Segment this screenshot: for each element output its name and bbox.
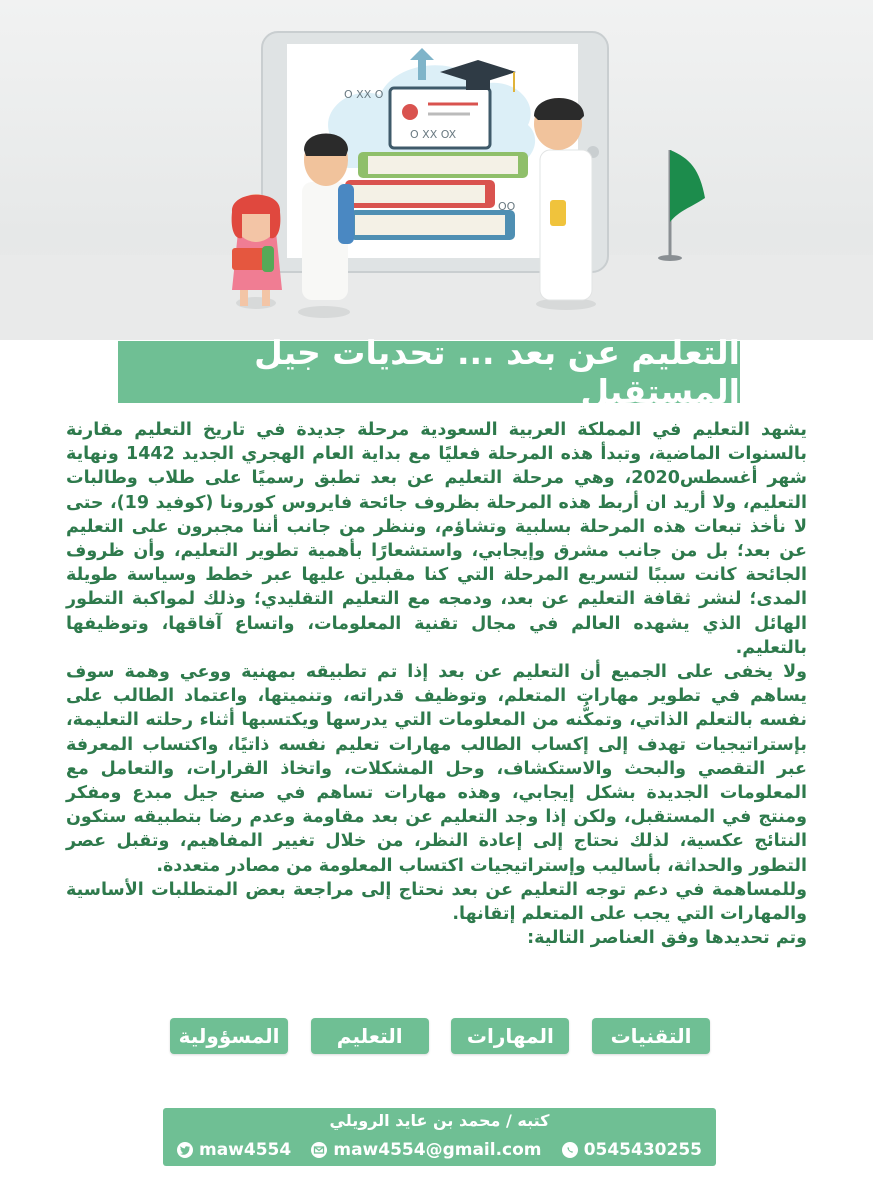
screen-glyphs-small: OO <box>498 200 516 213</box>
article-body <box>66 418 807 950</box>
twitter-contact[interactable] <box>177 1140 291 1160</box>
tag-education: التعليم <box>311 1018 429 1054</box>
paragraph: وتم تحديدها وفق العناصر التالية: <box>527 928 807 949</box>
author-credit: كتبه / محمد بن عايد الرويلي <box>329 1111 550 1130</box>
paragraph: يشهد التعليم في المملكة العربية السعودية مرحلة جديدة في تاريخ التعليم مقارنة بالسنوات الماضية، وتبدأ هذه المرحلة فعليًا مع بداية العام الهجري الجديد 1442 ونهاية شهر أغسطس2020، وهي مرحلة التعليم عن بعد تطبق رسميًا على طلاب وطالبات التعليم، ولا أريد ان أربط هذه المرحلة بظروف جائحة فايروس كورونا (كوفيد 19)، حتى لا نأخذ تبعات هذه المرحلة بسلبية وتشاؤم، وننظر من جانب أننا مجبرون على التعليم عن بعد؛ بل من جانب مشرق وإيجابي، واستشعارًا بأهمية تطوير التعليم، وأن ظروف الجائحة كانت سببًا لتسريع المرحلة التي كنا مقبلين عليها عبر خطط وسياسة طويلة المدى؛ لنشر ثقافة التعليم عن بعد، ودمجه مع التعليم التقليدي؛ وذلك لمواكبة التطور الهائل الذي يشهده العالم في مجال تقنية المعلومات، واتساع آفاقها، وتوظيفها بالتعليم. <box>66 420 807 658</box>
topic-tags <box>170 1018 710 1054</box>
email-icon <box>311 1142 327 1158</box>
whatsapp-icon <box>562 1142 578 1158</box>
email-contact[interactable] <box>311 1140 541 1160</box>
tablet-classroom-illustration <box>0 0 873 340</box>
boy-figure-left <box>298 134 354 319</box>
page-title: التعليم عن بعد ... تحديات جيل المستقبل <box>254 333 740 411</box>
tag-technologies: التقنيات <box>592 1018 710 1054</box>
phone-contact[interactable] <box>562 1140 702 1160</box>
email-address: maw4554@gmail.com <box>333 1140 542 1160</box>
contact-row <box>177 1138 702 1162</box>
tag-responsibility: المسؤولية <box>170 1018 288 1054</box>
tag-skills: المهارات <box>451 1018 569 1054</box>
paragraph: وللمساهمة في دعم توجه التعليم عن بعد نحتاج إلى مراجعة بعض المتطلبات الأساسية والمهارات التي يجب على المتعلم إتقانها. <box>66 879 807 925</box>
twitter-handle: maw4554 <box>199 1140 292 1160</box>
twitter-icon <box>177 1142 193 1158</box>
author-footer <box>163 1108 716 1166</box>
phone-number: 0545430255 <box>583 1140 702 1160</box>
hero-illustration <box>0 0 873 340</box>
screen-glyphs-mid: O XX OX <box>410 128 457 141</box>
paragraph: ولا يخفى على الجميع أن التعليم عن بعد إذا تم تطبيقه بمهنية ووعي وهمة سوف يساهم في تطوير مهارات المتعلم، وتوظيف قدراته، وتنميتها، واعتماد الطالب على نفسه بالتعلم الذاتي، وتمكُّنه من المعلومات التي يدرسها ويكتسبها أثناء رحلته التعليمة، بإستراتيجيات تهدف إلى إكساب الطالب مهارات تعليم نفسه ذاتيًا، واكتساب المعرفة عبر التقصي والبحث والاستكشاف، وحل المشكلات، واتخاذ القرارات، والتعامل مع المعلومات الجديدة بشكل إيجابي، وهذه مهارات تساهم في صنع جيل مبدع ومفكر ومنتج في المستقبل، ولكن إذا وجد التعليم عن بعد مقاومة وعدم رضا بتطبيقه ستكون النتائج عكسية، لذلك نحتاج إلى إعادة النظر، من خلال تغيير المفاهيم، وتقبل عصر التطور والحداثة، بأساليب وإستراتيجيات اكتساب المعلومة من مصادر متعددة. <box>66 662 807 876</box>
screen-glyphs-top: O XX O <box>344 88 384 101</box>
flag-icon <box>658 150 705 261</box>
title-banner <box>118 333 740 411</box>
